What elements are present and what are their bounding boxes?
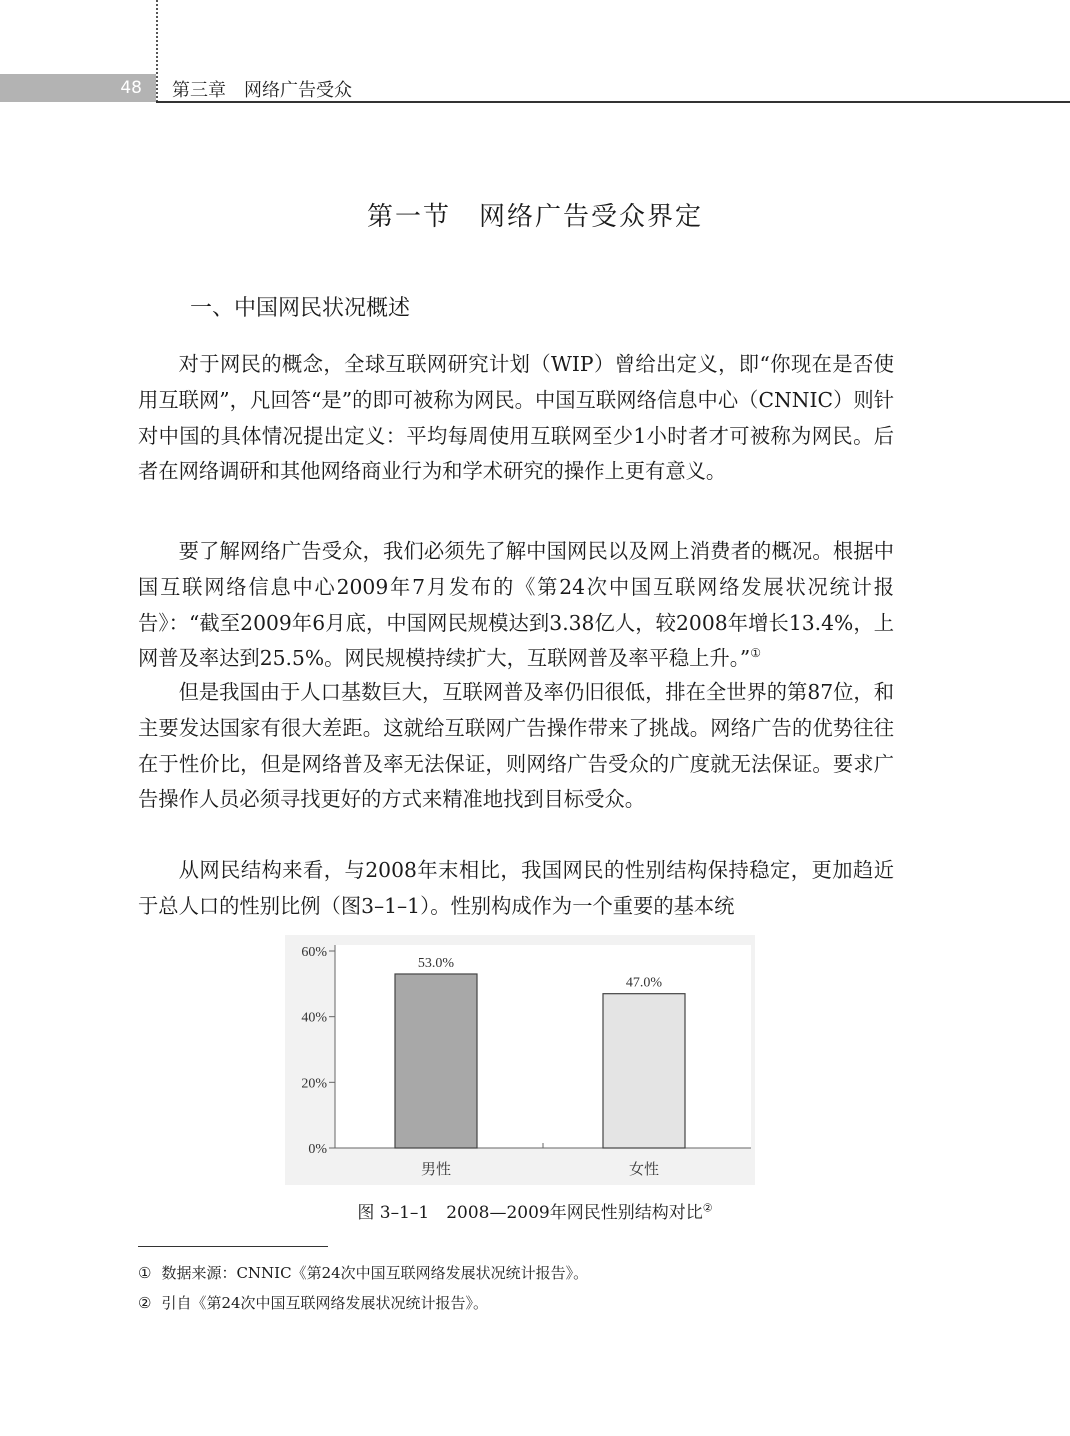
footnote-2 [138, 1292, 488, 1313]
paragraph-1 [138, 347, 894, 490]
x-tick-label: 男性 [420, 1160, 452, 1178]
page-number: 48 [120, 78, 142, 98]
footnote-2-text: 引自《第24次中国互联网络发展状况统计报告》。 [161, 1294, 489, 1312]
bar [395, 974, 477, 1148]
footnote-ref-1: ① [750, 646, 762, 661]
paragraph-1-text: 对于网民的概念，全球互联网研究计划（WIP）曾给出定义，即“你现在是否使用互联网”，凡回答“是”的即可被称为网民。中国互联网络信息中心（CNNIC）则针对中国的具体情况提出定义：平均每周使用互联网至少1小时者才可被称为网民。后者在网络调研和其他网络商业行为和学术研究的操作上更有意义。 [138, 352, 894, 484]
paragraph-4-text: 从网民结构来看，与2008年末相比，我国网民的性别结构保持稳定，更加趋近于总人口的性别比例（图3–1–1）。性别构成作为一个重要的基本统 [138, 858, 894, 918]
footnote-1-mark: ① [138, 1264, 152, 1282]
header-rule [156, 101, 1070, 103]
y-tick-label: 40% [301, 1010, 327, 1026]
y-tick-label: 20% [301, 1076, 327, 1092]
footnote-rule [138, 1246, 328, 1247]
figure-caption [0, 1198, 1070, 1223]
gender-bar-chart [285, 935, 755, 1185]
figure-caption-text: 图 3–1–1 2008—2009年网民性别结构对比 [357, 1203, 703, 1223]
y-tick-label: 60% [301, 945, 327, 960]
chart-svg [285, 935, 755, 1185]
paragraph-4 [138, 853, 894, 925]
paragraph-3-text: 但是我国由于人口基数巨大，互联网普及率仍旧很低，排在全世界的第87位，和主要发达国家有很大差距。这就给互联网广告操作带来了挑战。网络广告的优势往往在于性价比，但是网络普及率无法保证，则网络广告受众的广度就无法保证。要求广告操作人员必须寻找更好的方式来精准地找到目标受众。 [138, 680, 894, 812]
x-tick-label: 女性 [628, 1160, 660, 1178]
bar-data-label: 53.0% [417, 955, 455, 971]
paragraph-2 [138, 534, 894, 677]
footnote-2-mark: ② [138, 1294, 152, 1312]
bar [603, 994, 685, 1148]
section-title: 第一节 网络广告受众界定 [366, 202, 703, 232]
paragraph-2-text: 要了解网络广告受众，我们必须先了解中国网民以及网上消费者的概况。根据中国互联网络信息中心2009年7月发布的《第24次中国互联网络发展状况统计报告》：“截至2009年6月底，中国网民规模达到3.38亿人，较2008年增长13.4%，上网普及率达到25.5%。网民规模持续扩大，互联网普及率平稳上升。” [138, 539, 894, 671]
paragraph-3 [138, 675, 894, 818]
footnote-ref-2: ② [702, 1201, 713, 1215]
header-dotted-line [156, 0, 158, 102]
footnote-1 [138, 1262, 588, 1283]
footnote-1-text: 数据来源：CNNIC《第24次中国互联网络发展状况统计报告》。 [161, 1264, 589, 1282]
chapter-title: 第三章 网络广告受众 [172, 80, 352, 101]
subsection-title: 一、中国网民状况概述 [190, 296, 411, 321]
bar-data-label: 47.0% [625, 975, 663, 991]
y-tick-label: 0% [308, 1142, 327, 1157]
